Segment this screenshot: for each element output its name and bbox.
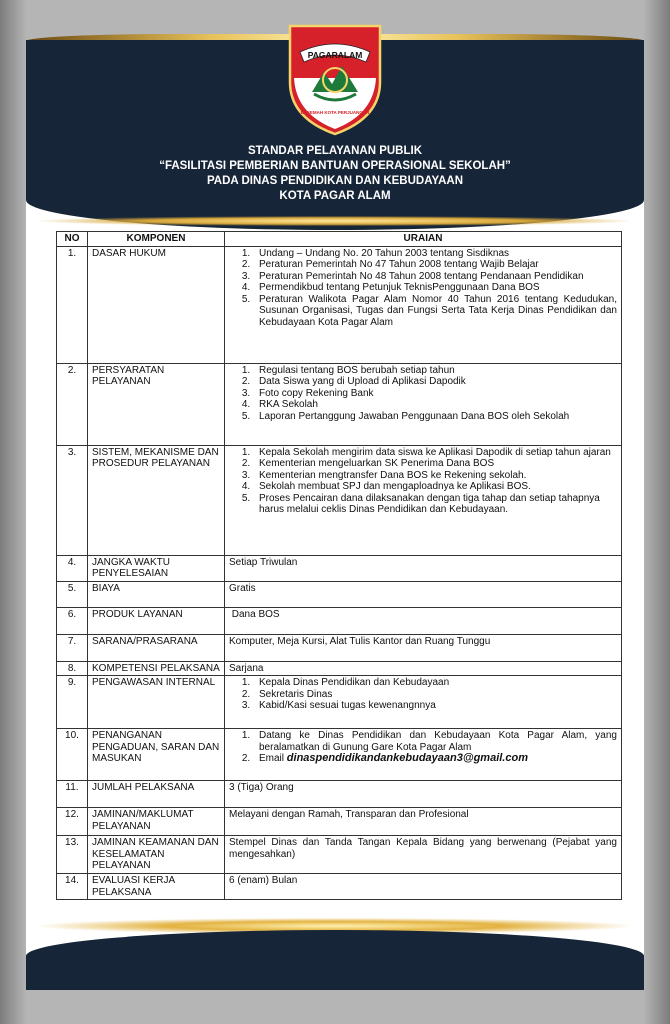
row-value: Dana BOS (225, 607, 622, 634)
document-title (26, 144, 644, 204)
table-row (57, 781, 622, 808)
table-row (57, 874, 622, 900)
email-address: dinaspendidikandankebudayaan3@gmail.com (286, 752, 528, 764)
list-item: 1. Regulasi tentang BOS berubah setiap tahun (253, 365, 617, 377)
title-line-3: PADA DINAS PENDIDIKAN DAN KEBUDAYAAN (206, 175, 463, 187)
row-description (225, 445, 622, 555)
header-no: NO (57, 232, 88, 247)
title-line-1: STANDAR PELAYANAN PUBLIK (247, 145, 422, 157)
row-component: PRODUK LAYANAN (88, 607, 225, 634)
list-item: 1. Kepala Dinas Pendidikan dan Kebudayaan (253, 677, 617, 689)
table-row (57, 676, 622, 729)
row-number: 10. (57, 729, 88, 781)
row-description (225, 676, 622, 729)
list-item: 5. Peraturan Walikota Pagar Alam Nomor 40 Tahun 2016 tentang Kedudukan, Susunan Organisasi, Tugas dan Fungsi Serta Tata Kerja Dinas Pendidikan dan Kebudayaan Kota Pagar Alam (253, 294, 617, 329)
list-item: 3. Kabid/Kasi sesuai tugas kewenangnnya (253, 700, 617, 712)
row-value: Gratis (225, 581, 622, 607)
row-number: 12. (57, 808, 88, 836)
row-value: 6 (enam) Bulan (225, 874, 622, 900)
row-number: 7. (57, 634, 88, 661)
table-row (57, 555, 622, 581)
email-label: Email (259, 753, 287, 764)
list-item: 5. Laporan Pertanggung Jawaban Penggunaan Dana BOS oleh Sekolah (253, 411, 617, 423)
row-number: 8. (57, 661, 88, 676)
row-value: Stempel Dinas dan Tanda Tangan Kepala Bidang yang berwenang (Pejabat yang mengesahkan) (225, 836, 622, 874)
service-standard-table (56, 231, 622, 900)
list-item: 3. Foto copy Rekening Bank (253, 388, 617, 400)
title-line-4: KOTA PAGAR ALAM (279, 190, 391, 202)
row-number: 13. (57, 836, 88, 874)
list-item: 5. Proses Pencairan dana dilaksanakan dengan tiga tahap dan setiap tahapnya harus melalui ceklis Dinas Pendidikan dan Kebudayaan. (253, 493, 617, 516)
row-component: KOMPETENSI PELAKSANA (88, 661, 225, 676)
header-gold-line (40, 216, 630, 226)
row-number: 11. (57, 781, 88, 808)
list-item: 2. Kementerian mengeluarkan SK Penerima Dana BOS (253, 458, 617, 470)
row-component: PENGAWASAN INTERNAL (88, 676, 225, 729)
table-row (57, 836, 622, 874)
title-line-2: “FASILITASI PEMBERIAN BANTUAN OPERASIONAL SEKOLAH” (159, 160, 511, 172)
row-number: 2. (57, 363, 88, 445)
table-row (57, 729, 622, 781)
list-item: 4. Permendikbud tentang Petunjuk TeknisPenggunaan Dana BOS (253, 282, 617, 294)
row-component: BIAYA (88, 581, 225, 607)
row-component: JANGKA WAKTU PENYELESAIAN (88, 555, 225, 581)
list-item (253, 753, 617, 765)
list-item: 2. Sekretaris Dinas (253, 689, 617, 701)
header-uraian: URAIAN (225, 232, 622, 247)
table-row (57, 808, 622, 836)
row-number: 3. (57, 445, 88, 555)
row-value: Setiap Triwulan (225, 555, 622, 581)
row-number: 4. (57, 555, 88, 581)
list-item: 1. Kepala Sekolah mengirim data siswa ke Aplikasi Dapodik di setiap tahun ajaran (253, 447, 617, 459)
footer-banner (26, 930, 644, 990)
pagaralam-emblem-icon (286, 22, 384, 138)
row-number: 6. (57, 607, 88, 634)
row-number: 1. (57, 246, 88, 363)
table-row (57, 581, 622, 607)
list-item: 3. Peraturan Pemerintah No 48 Tahun 2008 tentang Pendanaan Pendidikan (253, 271, 617, 283)
table-row (57, 607, 622, 634)
row-component: DASAR HUKUM (88, 246, 225, 363)
row-value: Melayani dengan Ramah, Transparan dan Profesional (225, 808, 622, 836)
list-item: 4. Sekolah membuat SPJ dan mengaploadnya ke Aplikasi BOS. (253, 481, 617, 493)
row-description (225, 363, 622, 445)
row-description (225, 729, 622, 781)
row-value: Sarjana (225, 661, 622, 676)
row-component: EVALUASI KERJA PELAKSANA (88, 874, 225, 900)
table-row (57, 363, 622, 445)
list-item: 1. Undang – Undang No. 20 Tahun 2003 tentang Sisdiknas (253, 248, 617, 260)
list-item: 3. Kementerian mengtransfer Dana BOS ke Rekening sekolah. (253, 470, 617, 482)
table-row (57, 246, 622, 363)
row-component: JAMINAN KEAMANAN DAN KESELAMATAN PELAYANAN (88, 836, 225, 874)
row-component: SISTEM, MEKANISME DAN PROSEDUR PELAYANAN (88, 445, 225, 555)
row-component: JAMINAN/MAKLUMAT PELAYANAN (88, 808, 225, 836)
row-component: PERSYARATAN PELAYANAN (88, 363, 225, 445)
list-item: 2. Peraturan Pemerintah No 47 Tahun 2008 tentang Wajib Belajar (253, 259, 617, 271)
row-number: 14. (57, 874, 88, 900)
table-header-row (57, 232, 622, 247)
emblem-motto: BESEMAH KOTA PERJUANGAN (300, 110, 370, 115)
emblem-banner-text: PAGARALAM (307, 50, 363, 60)
table-row (57, 634, 622, 661)
row-description (225, 246, 622, 363)
row-value: Komputer, Meja Kursi, Alat Tulis Kantor dan Ruang Tunggu (225, 634, 622, 661)
row-component: SARANA/PRASARANA (88, 634, 225, 661)
header-komponen: KOMPONEN (88, 232, 225, 247)
row-number: 5. (57, 581, 88, 607)
row-component: JUMLAH PELAKSANA (88, 781, 225, 808)
list-item: 4. RKA Sekolah (253, 399, 617, 411)
list-item: 2. Data Siswa yang di Upload di Aplikasi Dapodik (253, 376, 617, 388)
row-value: 3 (Tiga) Orang (225, 781, 622, 808)
row-component: PENANGANAN PENGADUAN, SARAN DAN MASUKAN (88, 729, 225, 781)
table-row (57, 661, 622, 676)
table-row (57, 445, 622, 555)
row-number: 9. (57, 676, 88, 729)
list-item: 1. Datang ke Dinas Pendidikan dan Kebudayaan Kota Pagar Alam, yang beralamatkan di Gunung Gare Kota Pagar Alam (253, 730, 617, 753)
